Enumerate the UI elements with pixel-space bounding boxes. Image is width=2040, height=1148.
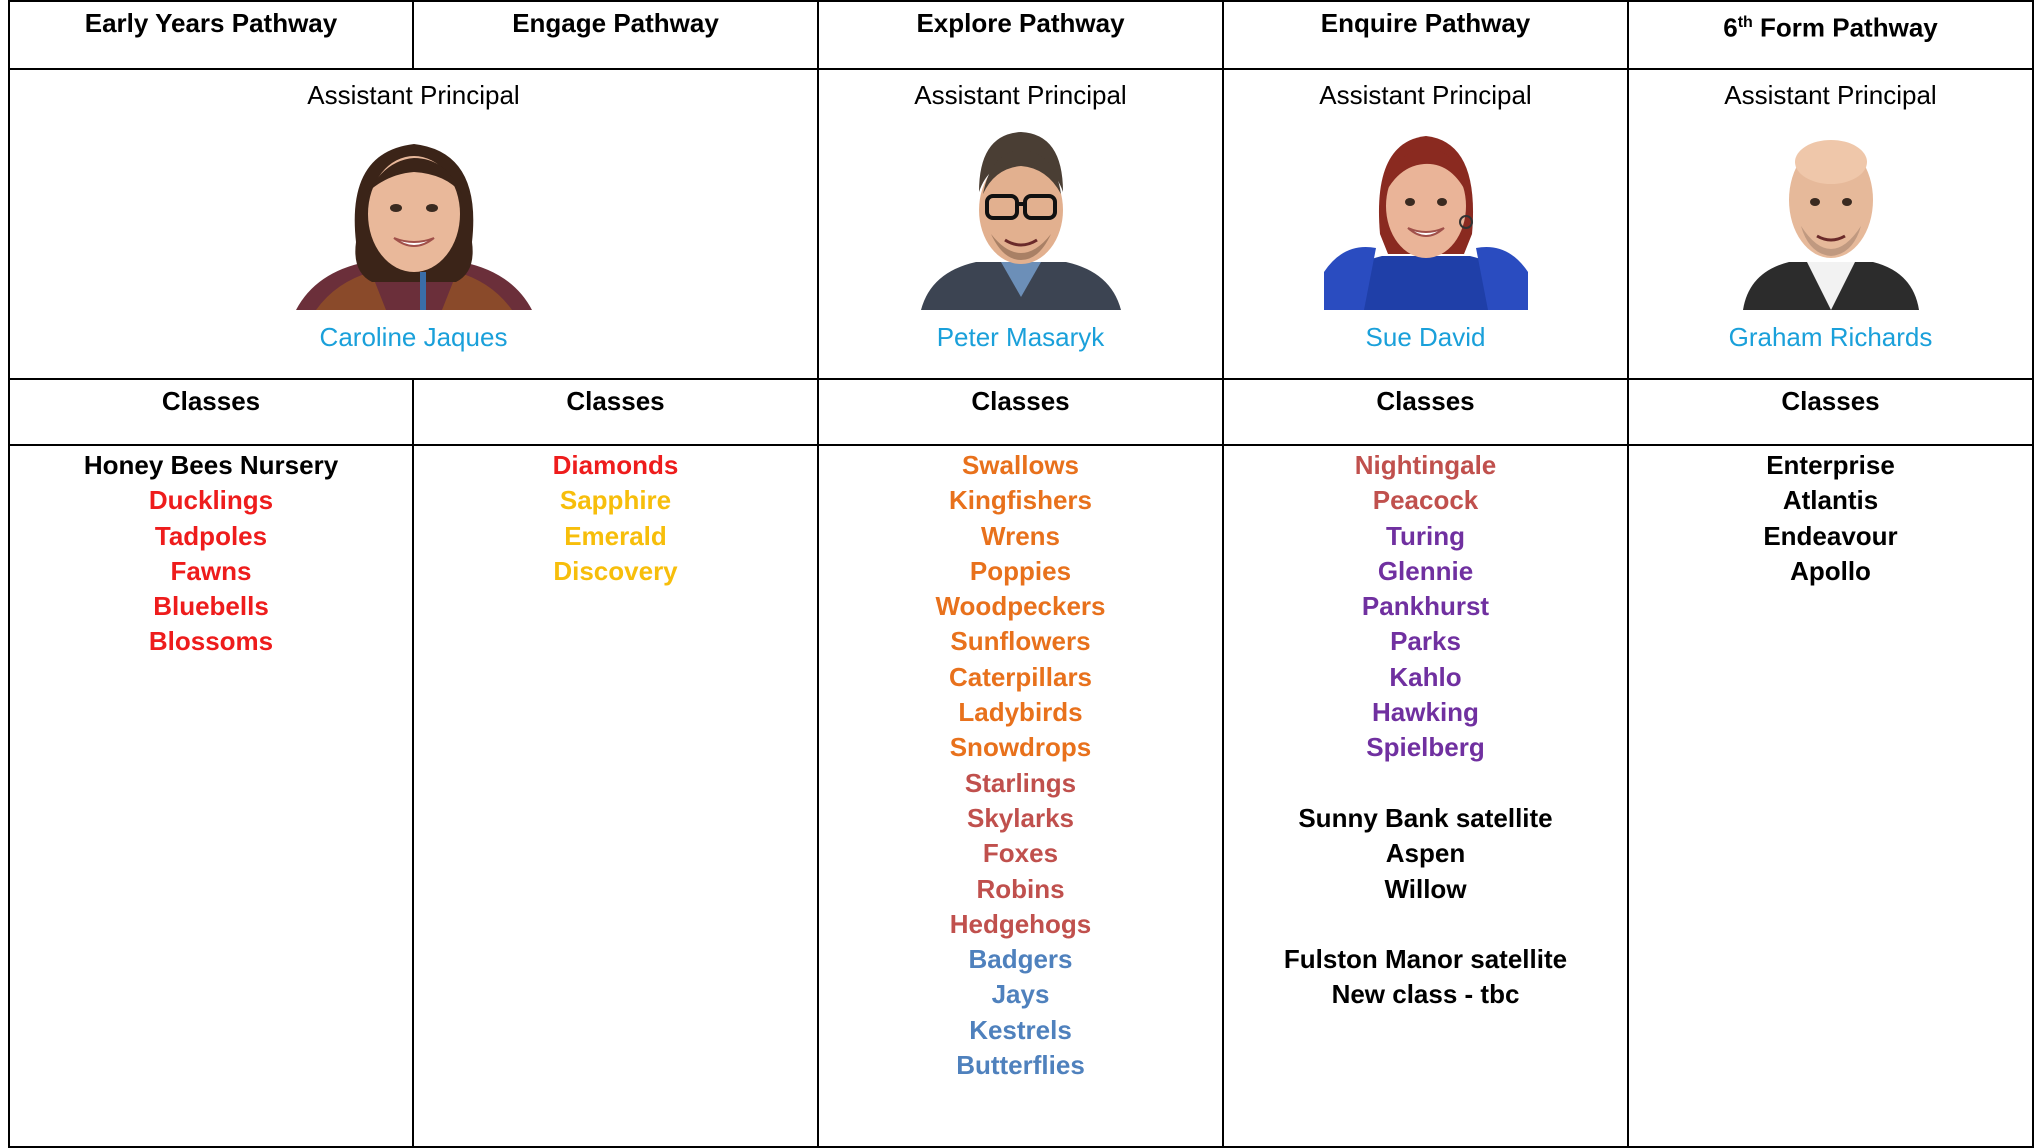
header-label: Explore Pathway [916, 8, 1125, 38]
class-name: Apollo [1790, 555, 1871, 586]
staff-name: Graham Richards [1728, 322, 1933, 352]
class-list-row [9, 445, 2033, 1147]
header-sixth-form [1628, 1, 2033, 69]
classes-header-cell [1223, 379, 1628, 445]
class-name: Willow [1384, 873, 1467, 904]
class-name: Pankhurst [1361, 591, 1490, 622]
header-enquire [1223, 1, 1628, 69]
class-name: Snowdrops [949, 732, 1092, 763]
header-label: Engage Pathway [512, 8, 719, 38]
class-name: Honey Bees Nursery [83, 450, 339, 480]
header-label-rest: Form Pathway [1752, 12, 1938, 43]
header-label [1629, 2, 2032, 43]
class-name: Sapphire [559, 485, 672, 516]
class-name: Kestrels [969, 1014, 1072, 1045]
class-list [819, 446, 1222, 1083]
class-name: Hawking [1372, 697, 1479, 728]
classes-label: Classes [1781, 386, 1880, 416]
classes-label: Classes [971, 386, 1070, 416]
classes-label: Classes [1376, 386, 1475, 416]
class-name: Starlings [964, 767, 1077, 798]
class-name: Swallows [961, 450, 1080, 480]
class-name: Spielberg [1366, 732, 1485, 763]
class-name: Sunny Bank satellite [1298, 802, 1553, 833]
staff-cell-explore [818, 69, 1223, 379]
header-engage [413, 1, 818, 69]
class-name: New class - tbc [1331, 979, 1520, 1010]
class-name: Peacock [1372, 485, 1479, 516]
staff-role: Assistant Principal [307, 80, 520, 110]
class-name: Tadpoles [154, 520, 268, 551]
classes-header-cell [413, 379, 818, 445]
staff-name: Sue David [1365, 322, 1486, 352]
staff-role: Assistant Principal [1319, 80, 1532, 110]
pathway-header-row [9, 1, 2033, 69]
spacer-line [1224, 766, 1627, 801]
classes-header-cell [818, 379, 1223, 445]
class-name: Atlantis [1782, 485, 1879, 516]
class-list [10, 446, 412, 660]
portrait-photo-graham [1743, 122, 1919, 310]
portrait-photo-sue [1324, 122, 1528, 310]
staff-row [9, 69, 2033, 379]
class-name: Fulston Manor satellite [1283, 944, 1568, 975]
class-list-enquire [1223, 445, 1628, 1147]
header-label-sup: th [1737, 14, 1753, 31]
class-name: Fawns [170, 555, 252, 586]
header-label: Early Years Pathway [84, 8, 338, 38]
class-name: Parks [1390, 626, 1461, 657]
class-name: Enterprise [1766, 450, 1895, 480]
classes-label: Classes [161, 386, 261, 416]
class-name: Wrens [981, 520, 1060, 551]
staff-role: Assistant Principal [914, 80, 1127, 110]
classes-header-cell [9, 379, 413, 445]
class-name: Hedgehogs [949, 908, 1092, 939]
class-list [1224, 446, 1627, 1013]
class-name: Caterpillars [948, 661, 1093, 692]
header-explore [818, 1, 1223, 69]
portrait-photo-caroline [296, 122, 532, 310]
class-name: Kahlo [1389, 661, 1462, 692]
class-name: Ladybirds [958, 697, 1083, 728]
class-name: Butterflies [956, 1050, 1085, 1081]
class-name: Glennie [1377, 555, 1474, 586]
staff-role: Assistant Principal [1724, 80, 1937, 110]
class-list [1629, 446, 2032, 589]
class-name: Sunflowers [950, 626, 1091, 657]
spacer-line [1224, 907, 1627, 942]
class-name: Badgers [968, 944, 1073, 975]
classes-header-cell [1628, 379, 2033, 445]
staff-cell-early-engage [9, 69, 818, 379]
portrait-photo-peter [921, 122, 1121, 310]
class-list [414, 446, 817, 589]
class-name: Foxes [982, 838, 1059, 869]
class-name: Aspen [1385, 838, 1466, 869]
class-name: Emerald [564, 520, 667, 551]
class-name: Bluebells [153, 591, 269, 622]
class-name: Kingfishers [948, 485, 1093, 516]
class-list-early-years [9, 445, 413, 1147]
class-name: Ducklings [148, 485, 274, 516]
class-name: Poppies [969, 555, 1072, 586]
class-list-sixth-form [1628, 445, 2033, 1147]
pathways-table [8, 0, 2034, 1148]
staff-name: Peter Masaryk [936, 322, 1105, 352]
header-early-years [9, 1, 413, 69]
staff-cell-enquire [1223, 69, 1628, 379]
class-name: Discovery [553, 555, 678, 586]
header-label-num: 6 [1723, 12, 1738, 43]
class-name: Jays [991, 979, 1050, 1010]
staff-cell-sixth-form [1628, 69, 2033, 379]
staff-name: Caroline Jaques [319, 322, 508, 352]
class-name: Diamonds [552, 450, 679, 480]
class-name: Endeavour [1763, 520, 1898, 551]
header-label: Enquire Pathway [1320, 8, 1531, 38]
class-name: Nightingale [1354, 450, 1497, 480]
classes-header-row [9, 379, 2033, 445]
class-list-engage [413, 445, 818, 1147]
class-name: Turing [1386, 520, 1465, 551]
class-name: Blossoms [148, 626, 274, 657]
class-list-explore [818, 445, 1223, 1147]
class-name: Robins [976, 873, 1065, 904]
class-name: Woodpeckers [935, 591, 1106, 622]
classes-label: Classes [566, 386, 665, 416]
class-name: Skylarks [967, 802, 1074, 833]
